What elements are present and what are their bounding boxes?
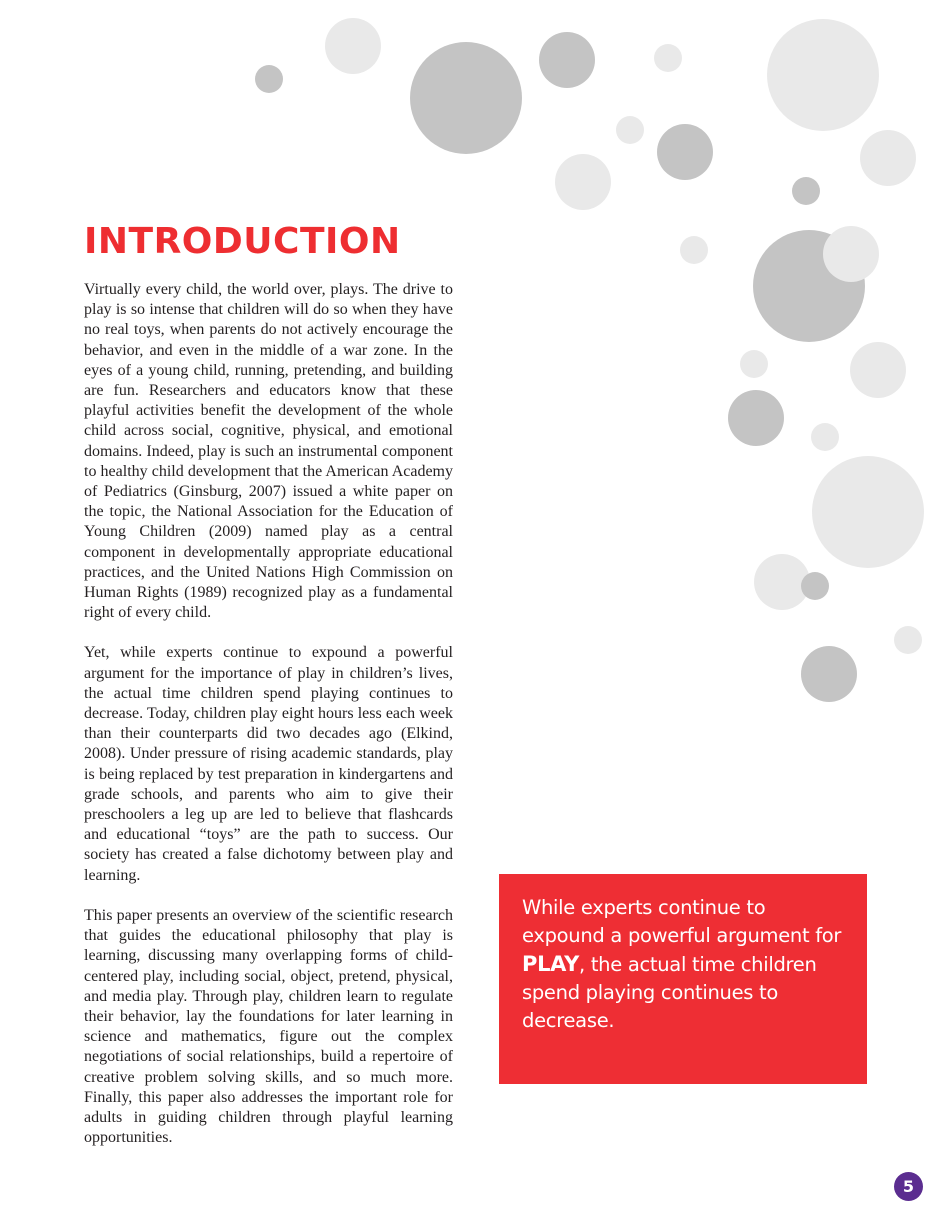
paragraph: This paper presents an overview of the scientific research that guides the educational philosophy that play is learning, discussing many overlapping forms of child-centered play, including social, object, pretend, physical, and media play. Through play, children learn to regulate their behavior, lay the foundations for later learning in science and mathematics, figure out the complex negotiations of social relationships, build a repertoire of creative problem solving skills, and so much more. Finally, this paper also addresses the important role for adults in guiding children through playful learning opportunities. — [84, 906, 453, 1147]
bubble — [767, 19, 879, 131]
pull-quote-emphasis: PLAY — [522, 952, 580, 976]
bubble — [657, 124, 713, 180]
pull-quote-box — [499, 874, 867, 1084]
bubble — [823, 226, 879, 282]
bubble — [654, 44, 682, 72]
bubble — [801, 646, 857, 702]
pull-quote — [522, 894, 845, 1035]
bubble — [255, 65, 283, 93]
bubble — [616, 116, 644, 144]
bubble — [894, 626, 922, 654]
bubble — [539, 32, 595, 88]
bubble — [860, 130, 916, 186]
paragraph: Virtually every child, the world over, plays. The drive to play is so intense that children will do so when they have no real toys, when parents do not actively encourage the behavior, and even in the middle of a war zone. In the eyes of a young child, running, pretending, and building are fun. Researchers and educators know that these playful activities benefit the development of the whole child across social, cognitive, physical, and emotional domains. Indeed, play is such an instrumental component to healthy child development that the American Academy of Pediatrics (Ginsburg, 2007) issued a white paper on the topic, the National Association for the Education of Young Children (2009) named play as a central component in developmentally appropriate educational practices, and the United Nations High Commission on Human Rights (1989) recognized play as a fundamental right of every child. — [84, 281, 453, 622]
bubble — [792, 177, 820, 205]
pull-quote-end: , the actual time children spend playing continues to decrease. — [522, 953, 817, 1032]
bubble — [680, 236, 708, 264]
bubble — [801, 572, 829, 600]
bubble — [811, 423, 839, 451]
paragraph: Yet, while experts continue to expound a powerful argument for the importance of play in children’s lives, the actual time children spend playing continues to decrease. Today, children play eight hours less each week than their counterparts did two decades ago (Elkind, 2008). Under pressure of rising academic standards, play is being replaced by test preparation in kindergartens and grade schools, and parents who aim to give their preschoolers a leg up are led to believe that flashcards and educational “toys” are the path to success. Our society has created a false dichotomy between play and learning. — [84, 644, 453, 884]
bubble — [812, 456, 924, 568]
bubble — [728, 390, 784, 446]
bubble — [325, 18, 381, 74]
body-text — [84, 280, 453, 1168]
bubble — [410, 42, 522, 154]
bubble — [740, 350, 768, 378]
pull-quote-start: While experts continue to expound a powerful argument for — [522, 896, 842, 947]
bubble — [850, 342, 906, 398]
page-number-badge: 5 — [894, 1172, 923, 1201]
section-heading: INTRODUCTION — [84, 221, 401, 262]
bubble — [555, 154, 611, 210]
